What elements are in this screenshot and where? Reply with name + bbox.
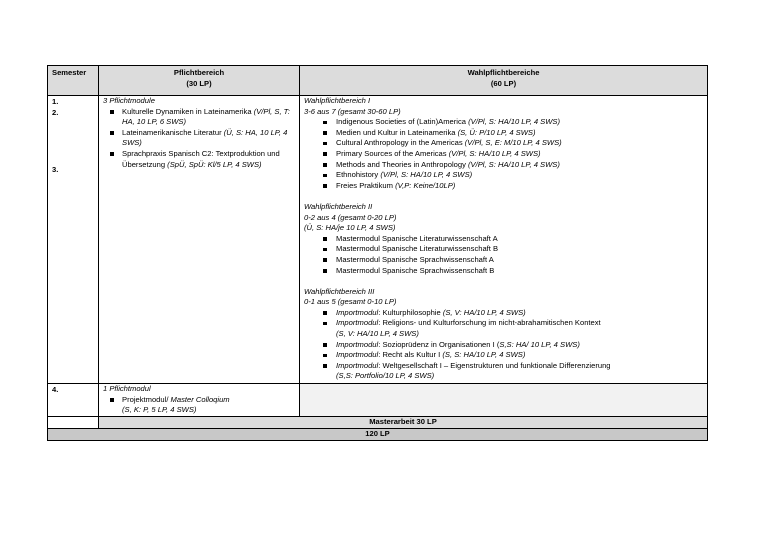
list-item: Ethnohistory (V/Pl, S: HA/10 LP, 4 SWS) [304,170,703,181]
list-item: Lateinamerikanische Literatur (Ü, S: HA, 10 LP, 4 SWS) [103,128,295,149]
wahl1-list [304,117,703,191]
wahl2-rule2: (Ü, S: HA/je 10 LP, 4 SWS) [304,223,396,233]
list-item: Importmodul: Religions- und Kulturforschung im nicht-abrahamitischen Kontext (S, V: HA/10 LP, 4 SWS) [304,318,703,339]
pflicht-heading: 3 Pflichtmodule [103,96,155,105]
sem4-list [103,395,295,416]
wahl3-rule: 0-1 aus 5 (gesamt 0-10 LP) [304,297,397,307]
list-item: Primary Sources of the Americas (V/Pl, S: HA/10 LP, 4 SWS) [304,149,703,160]
semester-1-3-row [48,96,708,384]
pflicht-cell [99,96,300,384]
wahl3-title: Wahlpflichtbereich III [304,286,375,296]
list-item: Importmodul: Kulturphilosophie (S, V: HA/10 LP, 4 SWS) [304,308,703,319]
pflicht-list [103,107,295,171]
semester-header: Semester [48,66,99,96]
masterarbeit-row [48,416,708,428]
wahl2-list [304,234,703,276]
list-item: Mastermodul Spanische Literaturwissenschaft A [304,234,703,245]
wahl1-rule: 3-6 aus 7 (gesamt 30-60 LP) [304,106,401,116]
pflicht-header-lp: (30 LP) [186,78,212,88]
wahl-header-title: Wahlpflichtbereiche [467,68,540,77]
list-item: Projektmodul/ Master Colloqium (S, K: P, 5 LP, 4 SWS) [103,395,295,416]
list-item: Importmodul: Sozioprüdenz in Organisationen I (S,S: HA/ 10 LP, 4 SWS) [304,340,703,351]
list-item: Mastermodul Spanische Literaturwissenschaft B [304,244,703,255]
wahl-cell [300,96,708,384]
pflicht-header-title: Pflichtbereich [173,68,225,77]
list-item: Cultural Anthropology in the Americas (V/Pl, S, E: M/10 LP, 4 SWS) [304,138,703,149]
list-item: Kulturelle Dynamiken in Lateinamerika (V/Pl, S, T: HA, 10 LP, 6 SWS) [103,107,295,128]
sem4-heading: 1 Pflichtmodul [103,384,151,394]
wahl1-title: Wahlpflichtbereich I [304,96,371,105]
list-item: Medien und Kultur in Lateinamerika (S, Ü: P/10 LP, 4 SWS) [304,128,703,139]
semester-2: 2. [52,107,59,117]
wahl-header-lp: (60 LP) [490,78,517,88]
semester-3: 3. [52,165,59,175]
semester-cell [48,96,99,384]
masterarbeit-cell: Masterarbeit 30 LP [99,416,708,428]
pflicht-header [99,66,300,96]
sem4-wahl-empty [300,384,708,417]
wahl3-list [304,308,703,382]
semester-4-row [48,384,708,417]
list-item: Freies Praktikum (V,P: Keine/10LP) [304,181,703,192]
list-item: Mastermodul Spanische Sprachwissenschaft A [304,255,703,266]
masterarbeit-blank [48,416,99,428]
list-item: Importmodul: Weltgesellschaft I – Eigenstrukturen und funktionale Differenzierung (S,S: Portfolio/10 LP, 4 SWS) [304,361,703,382]
wahl-header [300,66,708,96]
list-item: Sprachpraxis Spanisch C2: Textproduktion und Übersetzung (SpÜ, SpÜ: Kl/5 LP, 4 SWS) [103,149,295,170]
total-lp: 120 LP [48,428,708,440]
header-row [48,66,708,96]
semester-1: 1. [52,97,59,106]
module-table [47,65,708,441]
total-row [48,428,708,440]
sem4-cell [99,384,300,417]
list-item: Importmodul: Recht als Kultur I (S, S: HA/10 LP, 4 SWS) [304,350,703,361]
semester-4: 4. [48,384,99,417]
list-item: Mastermodul Spanische Sprachwissenschaft B [304,266,703,277]
list-item: Methods and Theories in Anthropology (V/Pl, S: HA/10 LP, 4 SWS) [304,160,703,171]
wahl2-rule: 0-2 aus 4 (gesamt 0-20 LP) [304,212,397,222]
wahl2-title: Wahlpflichtbereich II [304,201,373,211]
list-item: Indigenous Societies of (Latin)America (V/Pl, S: HA/10 LP, 4 SWS) [304,117,703,128]
